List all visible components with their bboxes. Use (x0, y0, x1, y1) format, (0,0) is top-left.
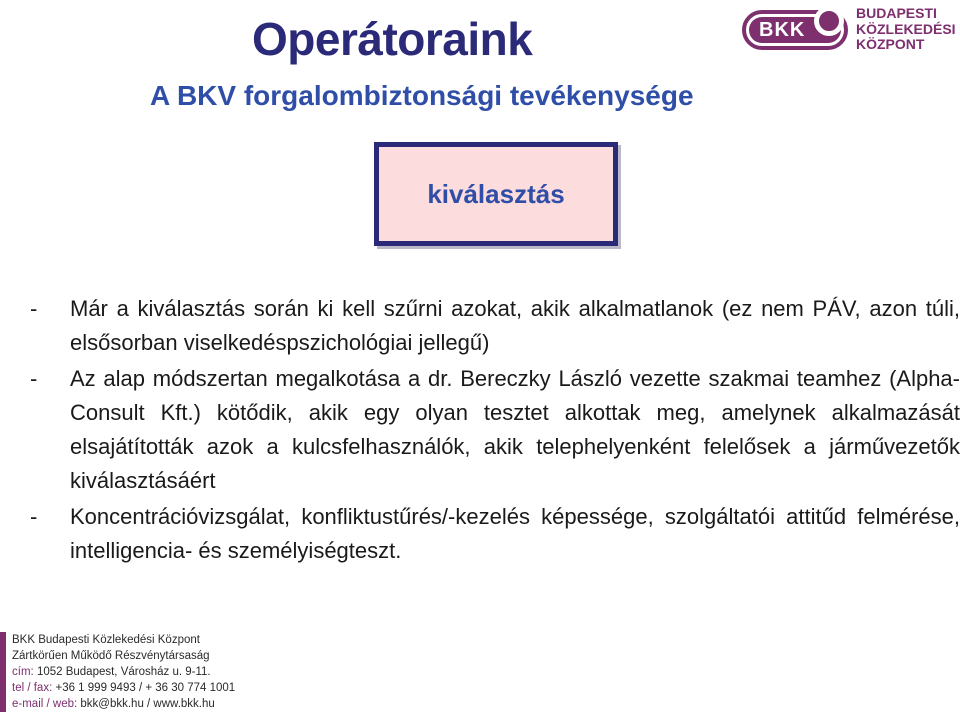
bkk-logo (740, 4, 956, 56)
bkk-logo-wordmark (856, 6, 956, 53)
highlight-box-label: kiválasztás (427, 178, 565, 209)
footer-address-value: 1052 Budapest, Városház u. 9-11. (36, 666, 211, 678)
footer-address (12, 664, 300, 680)
logo-line-1: BUDAPESTI (856, 5, 937, 21)
footer-web-label: e-mail / web: (12, 698, 78, 710)
bullet-text: Koncentrációvizsgálat, konfliktustűrés/-kezelés képessége, szolgáltatói attitűd felmérése, intelligencia- és személyiségteszt. (70, 504, 960, 563)
footer-company-type: Zártkörűen Működő Részvénytársaság (12, 650, 210, 662)
page-subtitle: A BKV forgalombiztonsági tevékenysége (150, 80, 694, 111)
bullet-dash: - (30, 504, 38, 529)
bkk-logo-ring-icon (814, 6, 844, 36)
bullet-text: Az alap módszertan megalkotása a dr. Bereczky László vezette szakmai teamhez (Alpha-Consult Kft.) kötődik, akik egy olyan tesztet alkottak meg, amelynek alkalmazását elsajátították azok a kulcsfelhasználók, akik telephelyenként felelősek a járművezetők kiválasztásáért (70, 366, 960, 493)
bullet-list (30, 292, 960, 568)
footer-contact (0, 632, 300, 712)
bkk-logo-mark-text: BKK (749, 17, 841, 43)
bullet-item (30, 500, 960, 568)
footer-org: BKK Budapesti Közlekedési Központ (12, 634, 200, 646)
page-title: Operátoraink (252, 13, 533, 65)
logo-line-2: KÖZLEKEDÉSI (856, 20, 956, 37)
logo-line-3: KÖZPONT (856, 36, 925, 52)
bullet-dash: - (30, 366, 38, 391)
highlight-box (374, 142, 618, 246)
footer-address-label: cím: (12, 666, 34, 678)
footer-phone-value: +36 1 999 9493 / + 36 30 774 1001 (55, 682, 236, 694)
bullet-item (30, 362, 960, 498)
bullet-item (30, 292, 960, 360)
footer-web-value: bkk@bkk.hu / www.bkk.hu (80, 698, 215, 710)
bullet-dash: - (30, 296, 38, 321)
footer-phone (12, 680, 300, 696)
footer-phone-label: tel / fax: (12, 682, 53, 694)
bullet-text: Már a kiválasztás során ki kell szűrni azokat, akik alkalmatlanok (ez nem PÁV, azon túli, elsősorban viselkedéspszichológiai jellegű) (70, 296, 960, 355)
footer-web (12, 696, 300, 712)
